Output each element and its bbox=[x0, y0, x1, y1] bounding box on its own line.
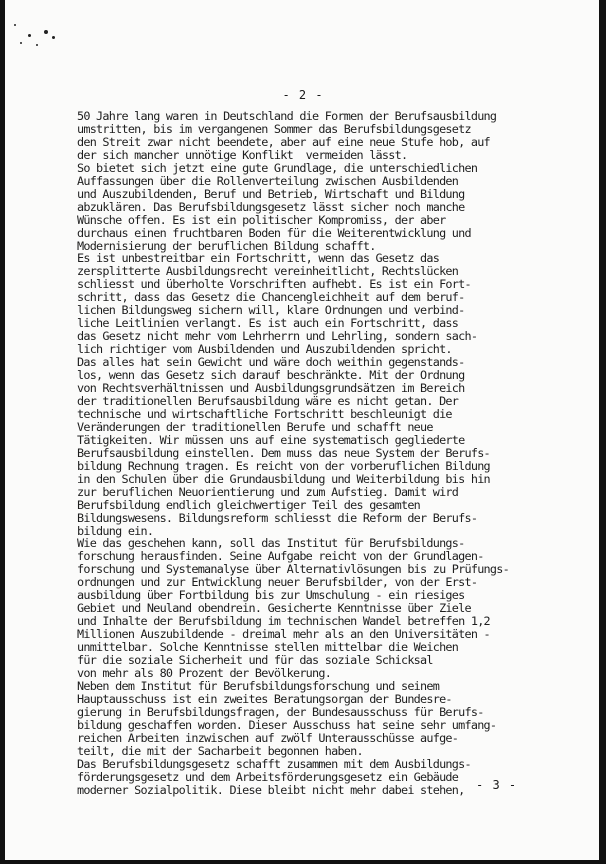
continuation-marker: - 3 - bbox=[476, 778, 518, 792]
scan-speck bbox=[20, 42, 22, 44]
scan-edge-left bbox=[0, 0, 5, 864]
scan-speck bbox=[52, 36, 55, 39]
scan-edge-bottom bbox=[0, 860, 606, 864]
scan-speck bbox=[28, 34, 31, 37]
scan-edge-right bbox=[599, 0, 606, 864]
body-text: 50 Jahre lang waren in Deutschland die Formen der Berufsausbildung umstritten, bis im vergangenen Sommer das Berufsbildungsgesetz den Streit zwar nicht beendete, aber auf eine neue Stufe hob, auf der sich mancher unnötige Konflikt vermeiden lässt. So bietet sich jetzt eine gute Grundlage, die unterschiedlichen Auffassungen über die Rollenverteilung zwischen Ausbildenden und Auszubildenden, Beruf und Betrieb, Wirtschaft und Bildung abzuklären. Das Berufsbildungsgesetz lässt sicher noch manche Wünsche offen. Es ist ein politischer Kompromiss, der aber durchaus einen fruchtbaren Boden für die Weiterentwicklung und Modernisierung der beruflichen Bildung schafft. Es ist unbestreitbar ein Fortschritt, wenn das Gesetz das zersplitterte Ausbildungsrecht vereinheitlicht, Rechtslücken schliesst und überholte Vorschriften aufhebt. Es ist ein Fort- schritt, dass das Gesetz die Chancengleichheit auf dem beruf- lichen Bildungsweg sichern will, klare Ordnungen und verbind- liche Leitlinien verlangt. Es ist auch ein Fortschritt, dass das Gesetz nicht mehr vom Lehrherrn und Lehrling, sondern sach- lich richtiger vom Ausbildenden und Auszubildenden spricht. Das alles hat sein Gewicht und wäre doch weithin gegenstands- los, wenn das Gesetz sich darauf beschränkte. Mit der Ordnung von Rechtsverhältnissen und Ausbildungsgrundsätzen im Bereich der traditionellen Berufsausbildung wäre es nicht getan. Der technische und wirtschaftliche Fortschritt beschleunigt die Veränderungen der traditionellen Berufe und schafft neue Tätigkeiten. Wir müssen uns auf eine systematisch gegliederte Berufsausbildung einstellen. Dem muss das neue System der Berufs- bildung Rechnung tragen. Es reicht von der vorberuflichen Bildung in den Schulen über die Grundausbildung und Weiterbildung bis hin zur beruflichen Neuorientierung und zum Aufstieg. Damit wird Berufsbildung endlich gleichwertiger Teil des gesamten Bildungswesens. Bildungsreform schliesst die Reform der Berufs- bildung ein. Wie das geschehen kann, soll das Institut für Berufsbildungs- forschung herausfinden. Seine Aufgabe reicht von der Grundlagen- forschung und Systemanalyse über Alternativlösungen bis zu Prüfungs- ordnungen und zur Entwicklung neuer Berufsbilder, von der Erst- ausbildung über Fortbildung bis zur Umschulung - ein riesiges Gebiet und Neuland obendrein. Gesicherte Kenntnisse über Ziele und Inhalte der Berufsbildung im technischen Wandel betreffen 1,2 Millionen Auszubildende - dreimal mehr als an den Universitäten - unmittelbar. Solche Kenntnisse stellen mittelbar die Weichen für die soziale Sicherheit und für das soziale Schicksal von mehr als 80 Prozent der Bevölkerung. Neben dem Institut für Berufsbildungsforschung und seinem Hauptausschuss ist ein zweites Beratungsorgan der Bundesre- gierung in Berufsbildungsfragen, der Bundesausschuss für Berufs- bildung geschaffen worden. Dieser Ausschuss hat seine sehr umfang- reichen Arbeiten inzwischen auf zwölf Unterausschüsse aufge- teilt, die mit der Sacharbeit begonnen haben. Das Berufsbildungsgesetz schafft zusammen mit dem Ausbildungs- förderungsgesetz und dem Arbeitsförderungsgesetz ein Gebäude moderner Sozialpolitik. Diese bleibt nicht mehr dabei stehen, bbox=[77, 109, 509, 797]
page-number: - 2 - bbox=[282, 88, 324, 102]
scan-speck bbox=[14, 24, 16, 26]
scan-speck bbox=[36, 44, 38, 46]
scan-speck bbox=[44, 30, 48, 34]
